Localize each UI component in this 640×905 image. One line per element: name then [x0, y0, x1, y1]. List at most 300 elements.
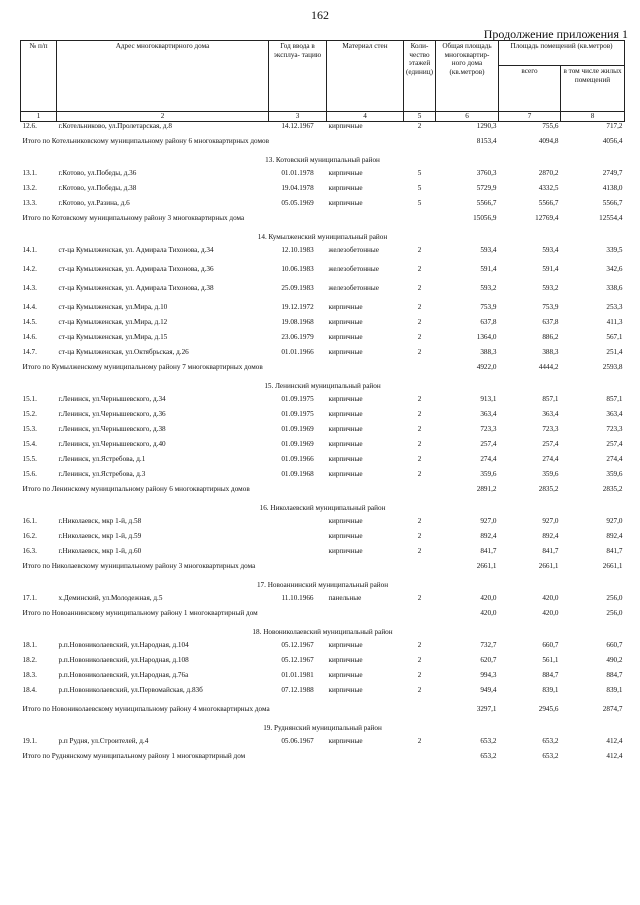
header-floors: Коли- чество этажей (единиц): [404, 41, 436, 112]
total-premises-all: 2661,1: [538, 562, 559, 570]
row-total-area: 1290,3: [476, 122, 497, 130]
total-label: Итого по Новониколаевскому муниципальному району 4 многоквартирных дома: [22, 705, 270, 713]
row-premises-living: 660,7: [606, 641, 623, 649]
total-premises-living: 2593,8: [602, 363, 623, 371]
row-material: кирпичные: [328, 532, 363, 540]
row-address: г.Ленинск, ул.Ястребова, д.3: [58, 470, 146, 478]
row-material: кирпичные: [328, 671, 363, 679]
row-year: 01.09.1969: [281, 440, 314, 448]
row-floors: 2: [417, 517, 422, 525]
total-premises-living: 256,0: [606, 609, 623, 617]
header-premises-group: Площадь помещений (кв.метров): [499, 41, 625, 66]
total-premises-all: 2945,6: [538, 705, 559, 713]
table-row: [21, 737, 625, 752]
row-material: кирпичные: [328, 333, 363, 341]
row-number: 14.3.: [22, 284, 37, 292]
row-premises-all: 591,4: [542, 265, 559, 273]
row-premises-living: 841,7: [606, 547, 623, 555]
table-body: [21, 122, 625, 772]
row-total-area: 723,3: [480, 425, 497, 433]
row-material: кирпичные: [328, 199, 363, 207]
row-year: [269, 532, 327, 547]
row-year: 07.12.1988: [281, 686, 314, 694]
row-address: ст-ца Кумылженская, ул. Адмирала Тихонова, д.38: [58, 284, 214, 292]
table-row: [21, 532, 625, 547]
row-number: 17.1.: [22, 594, 37, 602]
row-year: 01.09.1975: [281, 410, 314, 418]
row-floors: 2: [417, 425, 422, 433]
section-heading-row: [21, 156, 625, 169]
total-area: 2661,1: [476, 562, 497, 570]
row-premises-all: 839,1: [542, 686, 559, 694]
table-row: [21, 656, 625, 671]
row-total-area: 593,4: [480, 246, 497, 254]
row-total-area: 732,7: [480, 641, 497, 649]
header-material: Материал стен: [327, 41, 404, 112]
table-row: [21, 594, 625, 609]
total-label: Итого по Новоаннинскому муниципальному району 1 многоквартирный дом: [22, 609, 258, 617]
row-premises-all: 5566,7: [538, 199, 559, 207]
table-row: [21, 348, 625, 363]
total-premises-living: 2874,7: [602, 705, 623, 713]
row-year: 14.12.1967: [281, 122, 314, 130]
row-floors: 2: [417, 265, 422, 273]
table-header: [21, 41, 625, 122]
row-floors: 2: [417, 440, 422, 448]
total-premises-all: 653,2: [542, 752, 559, 760]
row-premises-living: 717,2: [606, 122, 623, 130]
row-floors: 5: [417, 169, 422, 177]
row-year: 19.04.1978: [281, 184, 314, 192]
row-floors: 2: [417, 594, 422, 602]
row-premises-all: 886,2: [542, 333, 559, 341]
row-premises-living: 363,4: [606, 410, 623, 418]
row-number: 15.3.: [22, 425, 37, 433]
row-year: 12.10.1983: [281, 246, 314, 254]
total-premises-all: 420,0: [542, 609, 559, 617]
col-number: 7: [499, 112, 561, 122]
total-area: 2891,2: [476, 485, 497, 493]
row-address: г.Котово, ул.Разина, д.6: [58, 199, 130, 207]
row-floors: 2: [417, 318, 422, 326]
row-address: ст-ца Кумылженская, ул.Октябрьская, д.26: [58, 348, 189, 356]
row-premises-living: 359,6: [606, 470, 623, 478]
row-year: [269, 547, 327, 562]
row-number: 18.3.: [22, 671, 37, 679]
row-premises-living: 723,3: [606, 425, 623, 433]
table-row: [21, 169, 625, 184]
row-number: 15.1.: [22, 395, 37, 403]
row-premises-all: 274,4: [542, 455, 559, 463]
total-area: 15056,9: [473, 214, 497, 222]
row-premises-all: 857,1: [542, 395, 559, 403]
row-premises-all: 723,3: [542, 425, 559, 433]
row-total-area: 420,0: [480, 594, 497, 602]
row-address: г.Николаевск, мкр 1-й, д.60: [58, 547, 142, 555]
header-total-area: Общая площадь многоквартир- ного дома (кв.метров): [436, 41, 499, 112]
row-premises-living: 2749,7: [602, 169, 623, 177]
col-number: 6: [436, 112, 499, 122]
row-address: г.Котово, ул.Победы, д.38: [58, 184, 137, 192]
row-total-area: 841,7: [480, 547, 497, 555]
total-label: Итого по Руднянскому муниципальному району 1 многоквартирный дом: [22, 752, 246, 760]
total-row: [21, 214, 625, 233]
table-row: [21, 671, 625, 686]
row-floors: 2: [417, 671, 422, 679]
row-number: 19.1.: [22, 737, 37, 745]
row-floors: 2: [417, 455, 422, 463]
row-number: 15.4.: [22, 440, 37, 448]
row-total-area: 593,2: [480, 284, 497, 292]
row-address: ст-ца Кумылженская, ул.Мира, д.10: [58, 303, 168, 311]
row-floors: 2: [417, 547, 422, 555]
row-material: кирпичные: [328, 656, 363, 664]
row-premises-all: 593,4: [542, 246, 559, 254]
col-number: 2: [57, 112, 269, 122]
row-total-area: 927,0: [480, 517, 497, 525]
table-row: [21, 425, 625, 440]
total-label: Итого по Котовскому муниципальному району 3 многоквартирных дома: [22, 214, 245, 222]
total-premises-all: 2835,2: [538, 485, 559, 493]
row-premises-living: 892,4: [606, 532, 623, 540]
row-premises-all: 753,9: [542, 303, 559, 311]
row-premises-living: 251,4: [606, 348, 623, 356]
total-row: [21, 562, 625, 581]
row-material: кирпичные: [328, 737, 363, 745]
row-year: 25.09.1983: [281, 284, 314, 292]
row-year: 23.06.1979: [281, 333, 314, 341]
row-premises-all: 884,7: [542, 671, 559, 679]
section-heading: 14. Кумылженский муниципальный район: [257, 233, 388, 241]
row-total-area: 994,3: [480, 671, 497, 679]
row-premises-all: 653,2: [542, 737, 559, 745]
section-heading: 19. Руднянский муниципальный район: [263, 724, 382, 732]
section-heading-row: [21, 504, 625, 517]
row-total-area: 892,4: [480, 532, 497, 540]
row-premises-living: 253,3: [606, 303, 623, 311]
row-floors: 2: [417, 395, 422, 403]
table-row: [21, 470, 625, 485]
row-number: 14.1.: [22, 246, 37, 254]
row-premises-living: 927,0: [606, 517, 623, 525]
houses-table: [20, 40, 625, 771]
row-material: кирпичные: [328, 318, 363, 326]
row-material: кирпичные: [328, 641, 363, 649]
section-heading: 13. Котовский муниципальный район: [265, 156, 380, 164]
row-total-area: 653,2: [480, 737, 497, 745]
table-row: [21, 122, 625, 138]
row-number: 18.2.: [22, 656, 37, 664]
total-premises-living: 412,4: [606, 752, 623, 760]
row-material: кирпичные: [328, 303, 363, 311]
table-row: [21, 246, 625, 265]
total-area: 420,0: [480, 609, 497, 617]
row-premises-all: 420,0: [542, 594, 559, 602]
row-year: 01.01.1981: [281, 671, 314, 679]
section-heading-row: [21, 382, 625, 395]
total-premises-living: 2835,2: [602, 485, 623, 493]
header-no: № п/п: [21, 41, 57, 112]
total-row: [21, 705, 625, 724]
row-material: кирпичные: [328, 122, 363, 130]
row-address: г.Николаевск, мкр 1-й, д.58: [58, 517, 142, 525]
row-premises-living: 339,5: [606, 246, 623, 254]
table-row: [21, 517, 625, 532]
row-premises-all: 660,7: [542, 641, 559, 649]
row-premises-all: 257,4: [542, 440, 559, 448]
total-premises-all: 4094,8: [538, 137, 559, 145]
row-floors: 2: [417, 348, 422, 356]
row-year: 19.12.1972: [281, 303, 314, 311]
row-premises-living: 256,0: [606, 594, 623, 602]
row-floors: 2: [417, 737, 422, 745]
row-year: 10.06.1983: [281, 265, 314, 273]
row-premises-living: 274,4: [606, 455, 623, 463]
table-row: [21, 333, 625, 348]
row-total-area: 257,4: [480, 440, 497, 448]
row-premises-living: 839,1: [606, 686, 623, 694]
row-address: ст-ца Кумылженская, ул.Мира, д.15: [58, 333, 168, 341]
row-total-area: 359,6: [480, 470, 497, 478]
row-total-area: 3760,3: [476, 169, 497, 177]
row-address: г.Ленинск, ул.Чернышевского, д.38: [58, 425, 166, 433]
row-address: г.Ленинск, ул.Чернышевского, д.40: [58, 440, 166, 448]
row-premises-living: 338,6: [606, 284, 623, 292]
row-floors: 2: [417, 532, 422, 540]
row-number: 14.7.: [22, 348, 37, 356]
row-total-area: 620,7: [480, 656, 497, 664]
total-label: Итого по Николаевскому муниципальному району 3 многоквартирных дома: [22, 562, 256, 570]
row-floors: 5: [417, 199, 422, 207]
row-number: 14.4.: [22, 303, 37, 311]
row-year: 01.01.1966: [281, 348, 314, 356]
table-row: [21, 440, 625, 455]
row-address: г.Ленинск, ул.Чернышевского, д.34: [58, 395, 166, 403]
row-floors: 2: [417, 686, 422, 694]
row-total-area: 591,4: [480, 265, 497, 273]
table-row: [21, 265, 625, 284]
row-material: железобетонные: [328, 265, 379, 273]
row-material: панельные: [328, 594, 362, 602]
total-premises-all: 4444,2: [538, 363, 559, 371]
table-row: [21, 199, 625, 214]
row-floors: 2: [417, 641, 422, 649]
table-row: [21, 184, 625, 199]
row-year: 01.09.1969: [281, 425, 314, 433]
table-row: [21, 455, 625, 470]
row-premises-all: 927,0: [542, 517, 559, 525]
row-premises-living: 884,7: [606, 671, 623, 679]
row-year: 05.05.1969: [281, 199, 314, 207]
row-number: 13.3.: [22, 199, 37, 207]
row-floors: 2: [417, 656, 422, 664]
row-number: 12.6.: [22, 122, 37, 130]
row-material: железобетонные: [328, 246, 379, 254]
row-total-area: 1364,0: [476, 333, 497, 341]
row-premises-living: 342,6: [606, 265, 623, 273]
section-heading-row: [21, 628, 625, 641]
row-premises-all: 2870,2: [538, 169, 559, 177]
row-number: 14.6.: [22, 333, 37, 341]
total-premises-living: 2661,1: [602, 562, 623, 570]
row-floors: 2: [417, 284, 422, 292]
table-row: [21, 410, 625, 425]
row-year: 05.06.1967: [281, 737, 314, 745]
row-address: г.Николаевск, мкр 1-й, д.59: [58, 532, 142, 540]
row-total-area: 363,4: [480, 410, 497, 418]
row-material: кирпичные: [328, 410, 363, 418]
row-premises-all: 593,2: [542, 284, 559, 292]
row-premises-all: 841,7: [542, 547, 559, 555]
total-area: 4922,0: [476, 363, 497, 371]
row-address: ст-ца Кумылженская, ул. Адмирала Тихонова, д.36: [58, 265, 214, 273]
row-total-area: 5729,9: [476, 184, 497, 192]
total-row: [21, 137, 625, 156]
row-address: г.Котово, ул.Победы, д.36: [58, 169, 137, 177]
col-number: 4: [327, 112, 404, 122]
row-address: г.Ленинск, ул.Чернышевского, д.36: [58, 410, 166, 418]
row-premises-living: 257,4: [606, 440, 623, 448]
row-premises-living: 857,1: [606, 395, 623, 403]
row-total-area: 5566,7: [476, 199, 497, 207]
row-year: 19.08.1968: [281, 318, 314, 326]
col-number: 3: [269, 112, 327, 122]
total-premises-living: 12554,4: [599, 214, 623, 222]
row-year: 01.09.1975: [281, 395, 314, 403]
row-number: 18.1.: [22, 641, 37, 649]
page-number: 162: [311, 8, 329, 22]
row-material: кирпичные: [328, 169, 363, 177]
section-heading-row: [21, 581, 625, 594]
row-address: р.п.Новониколаевский, ул.Народная, д.76а: [58, 671, 189, 679]
row-number: 13.2.: [22, 184, 37, 192]
row-number: 16.2.: [22, 532, 37, 540]
row-premises-all: 561,1: [542, 656, 559, 664]
row-premises-living: 4138,0: [602, 184, 623, 192]
total-area: 653,2: [480, 752, 497, 760]
row-address: ст-ца Кумылженская, ул.Мира, д.12: [58, 318, 168, 326]
total-label: Итого по Кумылженскому муниципальному району 7 многоквартирных домов: [22, 363, 263, 371]
row-total-area: 949,4: [480, 686, 497, 694]
row-material: кирпичные: [328, 455, 363, 463]
section-heading: 16. Николаевский муниципальный район: [259, 504, 386, 512]
row-floors: 2: [417, 303, 422, 311]
row-total-area: 388,3: [480, 348, 497, 356]
row-address: р.п.Новониколаевский, ул.Народная, д.108: [58, 656, 189, 664]
row-floors: 2: [417, 333, 422, 341]
row-total-area: 753,9: [480, 303, 497, 311]
row-material: кирпичные: [328, 470, 363, 478]
row-number: 13.1.: [22, 169, 37, 177]
row-number: 14.5.: [22, 318, 37, 326]
row-material: кирпичные: [328, 517, 363, 525]
row-material: кирпичные: [328, 547, 363, 555]
total-area: 8153,4: [476, 137, 497, 145]
total-label: Итого по Котельниковскому муниципальному району 6 многоквартирных домов: [22, 137, 270, 145]
header-premises-all: всего: [499, 66, 561, 112]
col-number: 5: [404, 112, 436, 122]
row-number: 15.2.: [22, 410, 37, 418]
row-floors: 2: [417, 122, 422, 130]
total-row: [21, 752, 625, 771]
row-address: х.Деминский, ул.Молодежная, д.5: [58, 594, 163, 602]
row-number: 18.4.: [22, 686, 37, 694]
row-floors: 2: [417, 470, 422, 478]
continuation-note: Продолжение приложения 1: [483, 27, 628, 41]
row-material: железобетонные: [328, 284, 379, 292]
section-heading-row: [21, 233, 625, 246]
row-total-area: 637,8: [480, 318, 497, 326]
row-address: р.п Рудня, ул.Строителей, д.4: [58, 737, 149, 745]
row-material: кирпичные: [328, 184, 363, 192]
col-number: 8: [561, 112, 625, 122]
row-number: 16.3.: [22, 547, 37, 555]
row-floors: 2: [417, 246, 422, 254]
row-material: кирпичные: [328, 686, 363, 694]
table-row: [21, 395, 625, 410]
row-floors: 2: [417, 410, 422, 418]
table-row: [21, 641, 625, 656]
row-material: кирпичные: [328, 395, 363, 403]
table-row: [21, 686, 625, 705]
row-material: кирпичные: [328, 348, 363, 356]
row-premises-all: 363,4: [542, 410, 559, 418]
row-year: [269, 517, 327, 532]
row-year: 05.12.1967: [281, 656, 314, 664]
row-floors: 5: [417, 184, 422, 192]
col-number: 1: [21, 112, 57, 122]
row-year: 05.12.1967: [281, 641, 314, 649]
row-premises-living: 411,3: [606, 318, 623, 326]
row-number: 16.1.: [22, 517, 37, 525]
row-number: 15.5.: [22, 455, 37, 463]
row-year: 01.01.1978: [281, 169, 314, 177]
row-address: г.Котельниково, ул.Пролетарская, д.8: [58, 122, 172, 130]
table-row: [21, 303, 625, 318]
header-year: Год ввода в эксплуа- тацию: [269, 41, 327, 112]
table-row: [21, 547, 625, 562]
row-premises-all: 388,3: [542, 348, 559, 356]
total-row: [21, 609, 625, 628]
row-year: 01.09.1966: [281, 455, 314, 463]
row-material: кирпичные: [328, 440, 363, 448]
table-row: [21, 318, 625, 333]
row-total-area: 274,4: [480, 455, 497, 463]
row-premises-all: 359,6: [542, 470, 559, 478]
section-heading: 18. Новониколаевский муниципальный район: [252, 628, 393, 636]
header-premises-living: в том числе жилых помещений: [561, 66, 625, 112]
total-premises-living: 4056,4: [602, 137, 623, 145]
row-address: ст-ца Кумылженская, ул. Адмирала Тихонова, д.34: [58, 246, 214, 254]
total-row: [21, 363, 625, 382]
row-year: 01.09.1968: [281, 470, 314, 478]
total-premises-all: 12769,4: [535, 214, 559, 222]
row-premises-living: 5566,7: [602, 199, 623, 207]
row-premises-all: 892,4: [542, 532, 559, 540]
row-total-area: 913,1: [480, 395, 497, 403]
total-row: [21, 485, 625, 504]
row-number: 14.2.: [22, 265, 37, 273]
row-year: 11.10.1966: [281, 594, 314, 602]
row-premises-all: 637,8: [542, 318, 559, 326]
total-area: 3297,1: [476, 705, 497, 713]
section-heading: 17. Новоаннинский муниципальный район: [256, 581, 389, 589]
row-address: г.Ленинск, ул.Ястребова, д.1: [58, 455, 146, 463]
total-label: Итого по Ленинскому муниципальному району 6 многоквартирных домов: [22, 485, 250, 493]
table-row: [21, 284, 625, 303]
row-premises-all: 4332,5: [538, 184, 559, 192]
row-premises-all: 755,6: [542, 122, 559, 130]
